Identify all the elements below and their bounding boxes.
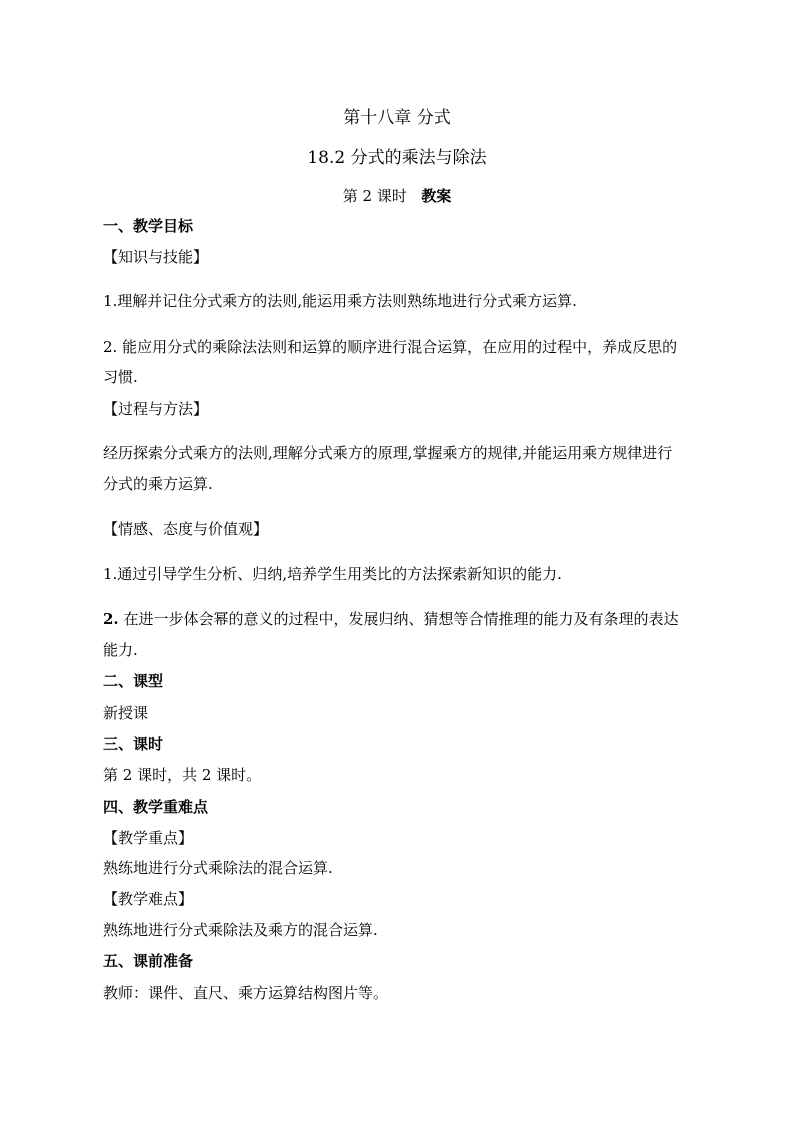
- difficulty-heading: 四、教学重难点: [103, 798, 209, 816]
- process-line-2: 分式的乘方运算.: [103, 475, 213, 493]
- emotion-item-2-line1: [103, 609, 678, 629]
- emotion-item-2-text: 在进一步体会幂的意义的过程中，发展归纳、猜想等合情推理的能力及有条理的表达: [118, 610, 679, 628]
- lesson-title: [0, 186, 794, 206]
- process-line-1: 经历探索分式乘方的法则,理解分式乘方的原理,掌握乘方的规律,并能运用乘方规律进行: [103, 444, 673, 462]
- lesson-number: 第 2 课时: [342, 187, 407, 205]
- key-point-heading: 【教学重点】: [103, 829, 194, 847]
- knowledge-item-1: 1.理解并记住分式乘方的法则,能运用乘方法则熟练地进行分式乘方运算.: [103, 292, 577, 310]
- hard-point-text: 熟练地进行分式乘除法及乘方的混合运算.: [103, 921, 378, 939]
- knowledge-heading: 【知识与技能】: [103, 248, 209, 266]
- hours-heading: 三、课时: [103, 735, 164, 753]
- type-text: 新授课: [103, 704, 149, 722]
- knowledge-item-2-line2: 习惯.: [103, 368, 138, 386]
- prep-heading: 五、课前准备: [103, 952, 194, 970]
- type-heading: 二、课型: [103, 672, 164, 690]
- hours-text: 第 2 课时，共 2 课时。: [103, 766, 262, 784]
- chapter-title: 第十八章 分式: [343, 108, 451, 128]
- section-title: 18.2 分式的乘法与除法: [307, 148, 487, 168]
- key-point-text: 熟练地进行分式乘除法的混合运算.: [103, 859, 333, 877]
- emotion-item-2-number: 2.: [103, 610, 119, 628]
- emotion-heading: 【情感、态度与价值观】: [103, 520, 269, 538]
- lesson-plan-label: 教案: [421, 187, 452, 205]
- objectives-heading: 一、教学目标: [103, 217, 194, 235]
- knowledge-item-2-line1: 2. 能应用分式的乘除法法则和运算的顺序进行混合运算，在应用的过程中，养成反思的: [103, 338, 678, 356]
- process-heading: 【过程与方法】: [103, 400, 209, 418]
- emotion-item-2-line2: 能力.: [103, 641, 138, 659]
- hard-point-heading: 【教学难点】: [103, 890, 194, 908]
- emotion-item-1: 1.通过引导学生分析、归纳,培养学生用类比的方法探索新知识的能力.: [103, 565, 562, 583]
- prep-text: 教师：课件、直尺、乘方运算结构图片等。: [103, 984, 389, 1002]
